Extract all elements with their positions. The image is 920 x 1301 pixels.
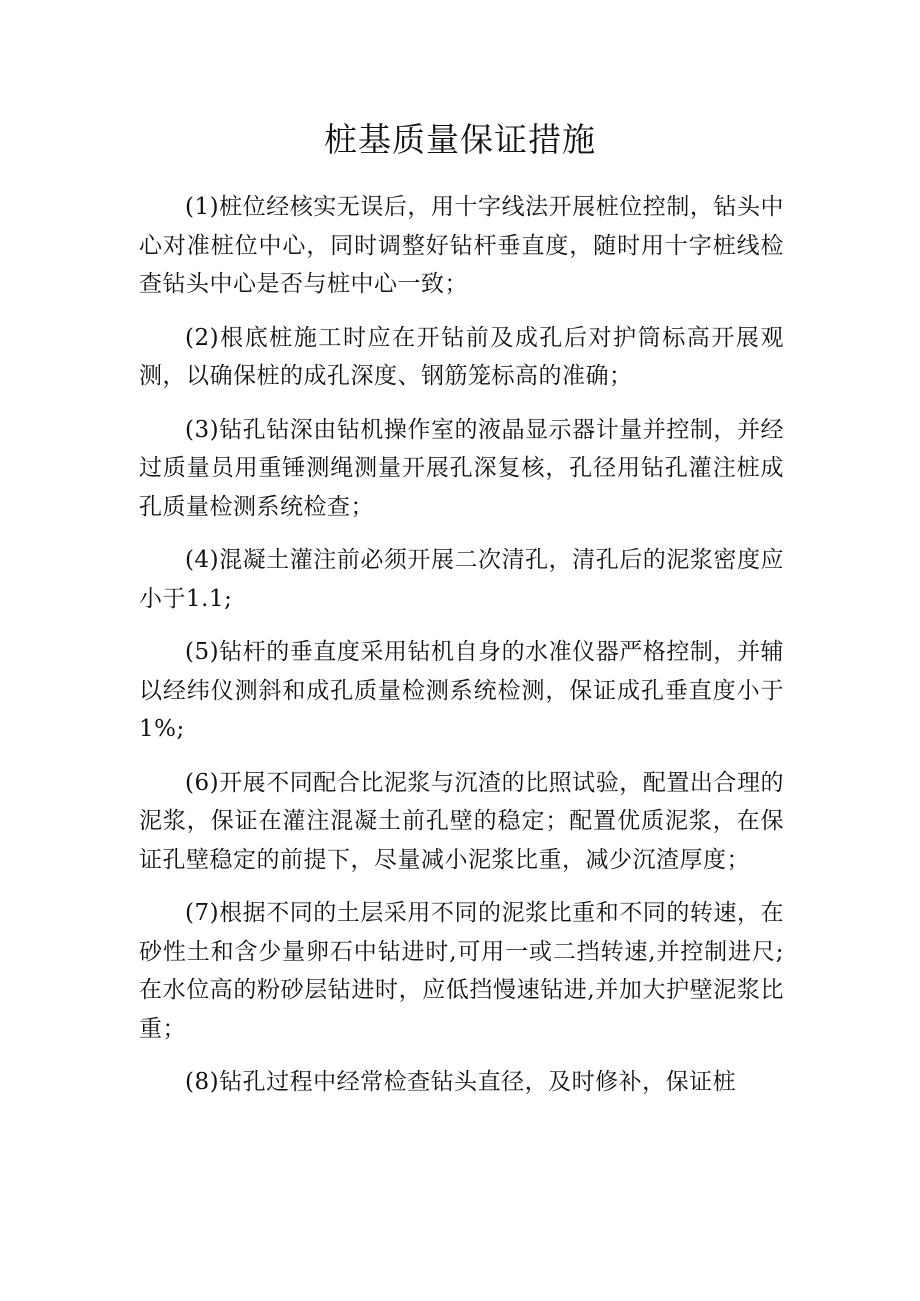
paragraph-5: (5)钻杆的垂直度采用钻机自身的水准仪器严格控制，并辅以经纬仪测斜和成孔质量检测系统检测，保证成孔垂直度小于1%; [139, 639, 784, 742]
paragraph-8: (8)钻孔过程中经常检查钻头直径，及时修补，保证桩 [185, 1069, 737, 1095]
paragraph-3: (3)钻孔钻深由钻机操作室的液晶显示器计量并控制，并经过质量员用重锤测绳测量开展孔深复核，孔径用钻孔灌注桩成孔质量检测系统检查； [139, 416, 784, 520]
paragraph-7: (7)根据不同的土层采用不同的泥浆比重和不同的转速，在砂性土和含少量卵石中钻进时,可用一或二挡转速,并控制进尺; 在水位高的粉砂层钻进时，应低挡慢速钻进,并加大护壁泥浆比重； [139, 900, 784, 1042]
paragraph-2: (2)根底桩施工时应在开钻前及成孔后对护筒标高开展观测，以确保桩的成孔深度、钢筋笼标高的准确； [139, 324, 784, 389]
paragraph-6: (6)开展不同配合比泥浆与沉渣的比照试验，配置出合理的泥浆，保证在灌注混凝土前孔壁的稳定；配置优质泥浆，在保证孔壁稳定的前提下，尽量减小泥浆比重，减少沉渣厚度； [139, 769, 784, 873]
document-title: 桩基质量保证措施 [324, 120, 596, 159]
document-body [139, 188, 784, 1117]
paragraph-1: (1)桩位经核实无误后，用十字线法开展桩位控制，钻头中心对准桩位中心，同时调整好钻杆垂直度，随时用十字桩线检查钻头中心是否与桩中心一致； [139, 194, 784, 297]
paragraph-4: (4)混凝土灌注前必须开展二次清孔，清孔后的泥浆密度应小于1.1; [139, 547, 784, 612]
